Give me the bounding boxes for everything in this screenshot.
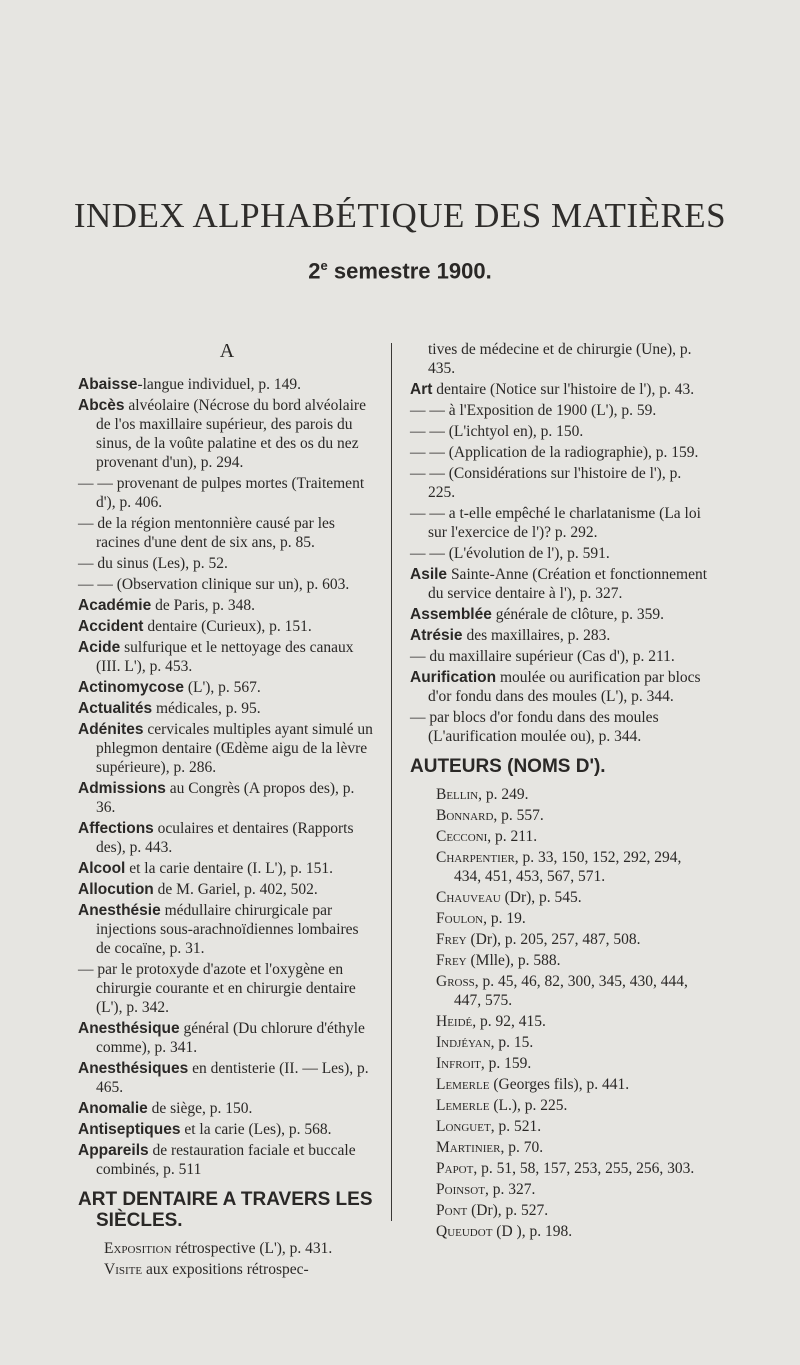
author-pages: , p. 159. (480, 1055, 532, 1072)
author-entry (410, 1096, 710, 1115)
entry-headword: Asile (410, 566, 448, 583)
author-entry (410, 1033, 710, 1052)
index-entry (78, 819, 376, 857)
left-section-heading: ART DENTAIRE A TRAVERS LES SIÈCLES. (78, 1189, 373, 1231)
index-entry (410, 565, 710, 603)
entry-text: — — (Application de la radiographie), p. 159. (410, 444, 699, 461)
index-entry (78, 779, 376, 817)
author-entry (410, 1075, 710, 1094)
entry-headword: Actinomycose (78, 679, 184, 696)
author-pages: (Mlle), p. 588. (466, 952, 561, 969)
author-entry (410, 930, 710, 949)
entry-text: — — a t-elle empêché le charlatanisme (La loi sur l'exercice de l')? p. 292. (410, 505, 701, 541)
index-entry (78, 880, 376, 899)
entry-text: Sainte-Anne (Création et fonctionnement du service dentaire à l'), p. 327. (428, 566, 708, 602)
right-entry-list (410, 340, 710, 746)
left-entry-list (78, 375, 376, 1179)
entry-text: — de la région mentonnière causé par les racines d'une dent de six ans, p. 85. (78, 515, 335, 551)
entry-text: moulée ou aurification par blocs d'or fondu dans des moules (L'), p. 344. (428, 669, 701, 705)
entry-text: aux expositions rétrospec- (142, 1261, 309, 1278)
author-name: Lemerle (436, 1097, 490, 1114)
author-entry (410, 827, 710, 846)
entry-text: de restauration faciale et buccale combinés, p. 511 (96, 1142, 356, 1178)
index-entry (78, 1059, 376, 1097)
author-name: Gross (436, 973, 475, 990)
entry-headword: Aurification (410, 669, 497, 686)
entry-headword: Appareils (78, 1142, 149, 1159)
index-entry (78, 699, 376, 718)
author-name: Bonnard (436, 807, 494, 824)
index-entry (78, 396, 376, 472)
author-pages: , p. 249. (478, 786, 529, 803)
page-subtitle (0, 258, 800, 284)
index-entry (78, 859, 376, 878)
author-entry (410, 1222, 710, 1241)
entry-headword: Admissions (78, 780, 166, 797)
entry-text: des maxillaires, p. 283. (462, 627, 611, 644)
entry-headword: Acide (78, 639, 121, 656)
entry-headword: Actualités (78, 700, 153, 717)
author-name: Infroit (436, 1055, 481, 1072)
author-name: Lemerle (436, 1076, 490, 1093)
subtitle-rest: semestre 1900. (327, 258, 492, 284)
author-name: Frey (436, 931, 467, 948)
author-pages: , p. 45, 46, 82, 300, 345, 430, 444, 447, 575. (454, 973, 688, 1009)
author-entry (410, 1159, 710, 1178)
author-name: Papot (436, 1160, 474, 1177)
entry-text: rétrospective (L'), p. 431. (171, 1240, 333, 1257)
entry-text: — — (Considérations sur l'histoire de l'), p. 225. (410, 465, 682, 501)
entry-headword: Affections (78, 820, 154, 837)
subsection-entry (78, 1260, 376, 1279)
entry-headword: Assemblée (410, 606, 492, 623)
author-pages: , p. 92, 415. (472, 1013, 546, 1030)
index-entry (410, 647, 710, 666)
entry-text: oculaires et dentaires (Rapports des), p. 443. (96, 820, 354, 856)
author-pages: (Dr), p. 527. (467, 1202, 549, 1219)
index-entry (78, 720, 376, 777)
entry-text: en dentisterie (II. — Les), p. 465. (96, 1060, 369, 1096)
author-pages: (Dr), p. 205, 257, 487, 508. (466, 931, 641, 948)
author-entry (410, 972, 710, 1010)
entry-text: — — (L'évolution de l'), p. 591. (410, 545, 610, 562)
entry-headword: Anesthésiques (78, 1060, 189, 1077)
index-entry (78, 575, 376, 594)
author-entry (410, 1117, 710, 1136)
author-pages: , p. 327. (484, 1181, 536, 1198)
index-entry (78, 514, 376, 552)
author-name: Longuet (436, 1118, 491, 1135)
entry-headword: Abaisse (78, 376, 138, 393)
entry-text: tives de médecine et de chirurgie (Une), p. 435. (428, 341, 692, 377)
entry-headword: Anesthésie (78, 902, 161, 919)
entry-headword: Atrésie (410, 627, 463, 644)
index-entry (78, 1141, 376, 1179)
entry-headword: Adénites (78, 721, 144, 738)
entry-headword: Accident (78, 618, 144, 635)
entry-text: — — (L'ichtyol en), p. 150. (410, 423, 584, 440)
index-entry (410, 544, 710, 563)
entry-text: de Paris, p. 348. (151, 597, 255, 614)
entry-text: — du maxillaire supérieur (Cas d'), p. 211. (410, 648, 675, 665)
index-entry (410, 464, 710, 502)
entry-text: sulfurique et le nettoyage des canaux (III. L'), p. 453. (96, 639, 354, 675)
author-entry (410, 806, 710, 825)
author-entry (410, 1138, 710, 1157)
index-entry (78, 960, 376, 1017)
entry-text: -langue individuel, p. 149. (137, 376, 302, 393)
left-column (78, 340, 376, 1281)
entry-text: — par blocs d'or fondu dans des moules (L'aurification moulée ou), p. 344. (410, 709, 659, 745)
author-entry (410, 848, 710, 886)
entry-headword: Art (410, 381, 433, 398)
index-entry (410, 504, 710, 542)
author-pages: , p. 70. (500, 1139, 544, 1156)
entry-text: médicales, p. 95. (152, 700, 261, 717)
entry-text: général (Du chlorure d'éthyle comme), p. 341. (96, 1020, 365, 1056)
author-pages: (Georges fils), p. 441. (489, 1076, 630, 1093)
author-pages: , p. 15. (490, 1034, 534, 1051)
entry-headword: Académie (78, 597, 152, 614)
author-name: Frey (436, 952, 467, 969)
subsection-entry (78, 1239, 376, 1258)
page-title: INDEX ALPHABÉTIQUE DES MATIÈRES (73, 196, 727, 235)
index-entry (78, 474, 376, 512)
entry-text: — — (Observation clinique sur un), p. 603. (78, 576, 350, 593)
entry-text: — — provenant de pulpes mortes (Traitement d'), p. 406. (78, 475, 365, 511)
entry-text: de siège, p. 150. (147, 1100, 253, 1117)
index-entry (78, 554, 376, 573)
index-entry (410, 340, 710, 378)
author-pages: , p. 19. (483, 910, 526, 927)
entry-text: au Congrès (A propos des), p. 36. (96, 780, 355, 816)
author-name: Indjéyan (436, 1034, 491, 1051)
author-pages: , p. 51, 58, 157, 253, 255, 256, 303. (473, 1160, 695, 1177)
index-entry (410, 380, 710, 399)
index-entry (410, 626, 710, 645)
author-name: Bellin (436, 786, 479, 803)
author-entry (410, 1054, 710, 1073)
entry-smallcaps-head: Exposition (104, 1240, 172, 1257)
index-entry (78, 375, 376, 394)
section-letter: A (219, 340, 235, 362)
index-entry (410, 605, 710, 624)
index-entry (78, 1120, 376, 1139)
subtitle-number: 2 (308, 258, 321, 284)
author-list (410, 785, 710, 1241)
author-pages: , p. 521. (490, 1118, 542, 1135)
entry-text: (L'), p. 567. (183, 679, 261, 696)
author-entry (410, 888, 710, 907)
index-entry (78, 678, 376, 697)
author-name: Foulon (436, 910, 484, 927)
entry-text: — par le protoxyde d'azote et l'oxygène en chirurgie courante et en chirurgie dentaire (L'), p. 342. (78, 961, 356, 1016)
entry-text: générale de clôture, p. 359. (491, 606, 665, 623)
author-name: Pont (436, 1202, 468, 1219)
entry-text: médullaire chirurgicale par injections sous-arachnoïdiennes lombaires de cocaïne, p. 31. (96, 902, 359, 957)
author-pages: , p. 211. (487, 828, 538, 845)
entry-headword: Alcool (78, 860, 126, 877)
author-name: Heidé (436, 1013, 473, 1030)
entry-text: alvéolaire (Nécrose du bord alvéolaire de l'os maxillaire supérieur, des parois du sinus, de la voûte palatine et des os du nez provenant d'un), p. 294. (96, 397, 366, 471)
entry-text: dentaire (Notice sur l'histoire de l'), p. 43. (432, 381, 695, 398)
author-name: Chauveau (436, 889, 501, 906)
author-entry (410, 951, 710, 970)
column-divider (391, 343, 392, 1221)
index-entry (410, 708, 710, 746)
entry-headword: Antiseptiques (78, 1121, 181, 1138)
author-entry (410, 1012, 710, 1031)
index-entry (410, 443, 710, 462)
entry-headword: Anomalie (78, 1100, 148, 1117)
author-entry (410, 1201, 710, 1220)
author-pages: , p. 33, 150, 152, 292, 294, 434, 451, 453, 567, 571. (454, 849, 682, 885)
entry-text: cervicales multiples ayant simulé un phlegmon dentaire (Œdème aigu de la lèvre supérieure), p. 286. (96, 721, 373, 776)
index-entry (78, 1019, 376, 1057)
entry-text: et la carie (Les), p. 568. (180, 1121, 332, 1138)
author-entry (410, 909, 710, 928)
entry-smallcaps-head: Visite (104, 1261, 143, 1278)
index-entry (410, 422, 710, 441)
entry-text: dentaire (Curieux), p. 151. (143, 618, 312, 635)
index-entry (78, 617, 376, 636)
subtitle-superscript: e (320, 258, 328, 273)
right-section-heading: AUTEURS (NOMS D'). (410, 756, 606, 777)
author-name: Charpentier (436, 849, 515, 866)
author-name: Queudot (436, 1223, 493, 1240)
entry-headword: Abcès (78, 397, 125, 414)
author-pages: , p. 557. (493, 807, 544, 824)
entry-headword: Allocution (78, 881, 154, 898)
author-pages: (L.), p. 225. (489, 1097, 568, 1114)
index-entry (78, 1099, 376, 1118)
entry-headword: Anesthésique (78, 1020, 180, 1037)
author-name: Poinsot (436, 1181, 485, 1198)
index-entry (410, 668, 710, 706)
author-pages: (Dr), p. 545. (500, 889, 582, 906)
entry-text: de M. Gariel, p. 402, 502. (153, 881, 318, 898)
index-entry (78, 596, 376, 615)
entry-text: — du sinus (Les), p. 52. (78, 555, 228, 572)
entry-text: et la carie dentaire (I. L'), p. 151. (125, 860, 334, 877)
author-entry (410, 1180, 710, 1199)
left-tail-list (78, 1239, 376, 1279)
index-entry (410, 401, 710, 420)
entry-text: — — à l'Exposition de 1900 (L'), p. 59. (410, 402, 657, 419)
author-entry (410, 785, 710, 804)
right-column (410, 340, 710, 1243)
index-entry (78, 901, 376, 958)
author-pages: (D ), p. 198. (492, 1223, 573, 1240)
author-name: Cecconi (436, 828, 488, 845)
index-entry (78, 638, 376, 676)
author-name: Martinier (436, 1139, 501, 1156)
